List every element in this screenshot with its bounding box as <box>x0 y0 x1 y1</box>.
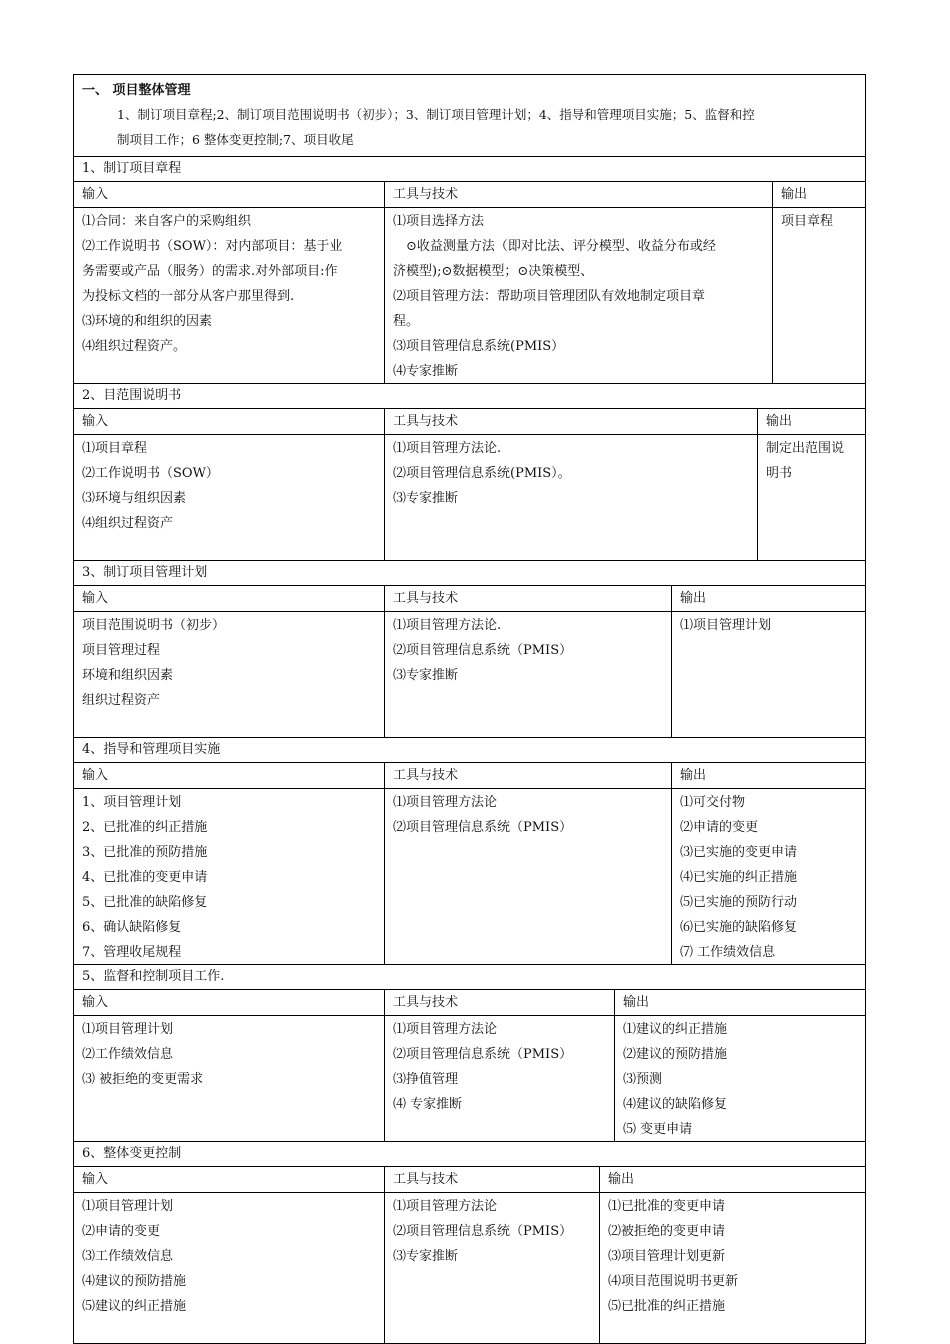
tools-cell <box>384 435 757 560</box>
table-body-row <box>74 1193 865 1343</box>
section-5 <box>74 965 865 1142</box>
list-item: 2、已批准的纠正措施 <box>82 820 208 835</box>
section-6 <box>74 1142 865 1343</box>
table-body-row <box>74 789 865 964</box>
output-header: 输出 <box>671 763 865 788</box>
list-item: ⑵申请的变更 <box>680 820 759 835</box>
section-title: 2、目范围说明书 <box>74 384 865 409</box>
section-title: 6、整体变更控制 <box>74 1142 865 1167</box>
outputs-cell <box>671 612 865 737</box>
tools-cell <box>384 1016 614 1141</box>
list-item: ⑹已实施的缺陷修复 <box>680 920 798 935</box>
summary-line: 1、制订项目章程;2、制订项目范围说明书（初步）；3、制订项目管理计划；4、指导和管理项目实施；5、监督和控 <box>117 107 755 122</box>
tools-header: 工具与技术 <box>384 1167 599 1192</box>
list-item: ⑵工作说明书（SOW）：对内部项目：基于业 <box>82 239 343 254</box>
list-item: ⑶专家推断 <box>393 1249 459 1264</box>
inputs-cell <box>74 208 384 383</box>
input-header: 输入 <box>82 1172 109 1187</box>
list-item: 为投标文档的一部分从客户那里得到. <box>82 289 295 304</box>
input-header: 输入 <box>82 591 109 606</box>
list-item: ⑵项目管理信息系统（PMIS） <box>393 1224 573 1239</box>
output-header: 输出 <box>614 990 865 1015</box>
input-header: 输入 <box>82 995 109 1010</box>
summary-line: 制项目工作；6 整体变更控制;7、项目收尾 <box>117 132 354 147</box>
list-item: 3、已批准的预防措施 <box>82 845 208 860</box>
list-item: ⑴项目管理方法论 <box>393 1022 498 1037</box>
list-item: ⑷组织过程资产 <box>82 516 174 531</box>
inputs-cell <box>74 435 384 560</box>
section-title: 1、制订项目章程 <box>74 157 865 182</box>
list-item: ⑸已实施的预防行动 <box>680 895 798 910</box>
list-item: ⑶环境的和组织的因素 <box>82 314 213 329</box>
list-item: ⑷ 专家推断 <box>393 1097 463 1112</box>
table-body-row <box>74 435 865 560</box>
list-item: ⑶工作绩效信息 <box>82 1249 174 1264</box>
intro-block <box>74 75 865 157</box>
tools-cell <box>384 208 772 383</box>
list-item: 济模型);⊙数据模型；⊙决策模型、 <box>393 264 594 279</box>
table-header-row <box>74 990 865 1016</box>
list-item: ⑴项目管理计划 <box>680 618 772 633</box>
tools-header: 工具与技术 <box>384 990 614 1015</box>
outputs-cell <box>599 1193 865 1343</box>
list-item: ⑶专家推断 <box>393 491 459 506</box>
tools-header: 工具与技术 <box>384 409 757 434</box>
table-header-row <box>74 586 865 612</box>
list-item: 7、管理收尾规程 <box>82 945 182 960</box>
list-item: 环境和组织因素 <box>82 668 174 683</box>
section-title: 4、指导和管理项目实施 <box>74 738 865 763</box>
inputs-cell <box>74 1016 384 1141</box>
list-item: ⑵项目管理方法：帮助项目管理团队有效地制定项目章 <box>393 289 706 304</box>
list-item: 5、已批准的缺陷修复 <box>82 895 208 910</box>
list-item: ⑵工作绩效信息 <box>82 1047 174 1062</box>
list-item: 项目章程 <box>781 214 834 229</box>
input-header: 输入 <box>82 187 109 202</box>
list-item: ⑴建议的纠正措施 <box>623 1022 728 1037</box>
list-item: ⑵被拒绝的变更申请 <box>608 1224 726 1239</box>
list-item: ⑶环境与组织因素 <box>82 491 187 506</box>
list-item: ⑷项目范围说明书更新 <box>608 1274 739 1289</box>
table-header-row <box>74 763 865 789</box>
list-item: 1、项目管理计划 <box>82 795 182 810</box>
list-item: ⑵项目管理信息系统（PMIS） <box>393 643 573 658</box>
output-header: 输出 <box>757 409 865 434</box>
outputs-cell <box>757 435 865 560</box>
list-item: ⑴已批准的变更申请 <box>608 1199 726 1214</box>
tools-header: 工具与技术 <box>384 182 772 207</box>
section-3 <box>74 561 865 738</box>
list-item: ⊙收益测量方法（即对比法、评分模型、收益分布或经 <box>393 239 716 254</box>
list-item: ⑵申请的变更 <box>82 1224 161 1239</box>
section-title: 5、监督和控制项目工作. <box>74 965 865 990</box>
list-item: ⑴合同：来自客户的采购组织 <box>82 214 252 229</box>
section-4 <box>74 738 865 965</box>
list-item: ⑸建议的纠正措施 <box>82 1299 187 1314</box>
outputs-cell <box>671 789 865 964</box>
list-item: ⑴项目章程 <box>82 441 148 456</box>
list-item: ⑷建议的缺陷修复 <box>623 1097 728 1112</box>
outputs-cell <box>772 208 865 383</box>
list-item: ⑵工作说明书（SOW） <box>82 466 219 481</box>
list-item: ⑴项目管理方法论. <box>393 441 502 456</box>
list-item: ⑵项目管理信息系统(PMIS）。 <box>393 466 571 481</box>
list-item: ⑶ 被拒绝的变更需求 <box>82 1072 204 1087</box>
process-document <box>73 74 866 1344</box>
list-item: ⑸已批准的纠正措施 <box>608 1299 726 1314</box>
list-item: ⑷专家推断 <box>393 364 459 379</box>
table-header-row <box>74 1167 865 1193</box>
inputs-cell <box>74 1193 384 1343</box>
input-header: 输入 <box>82 414 109 429</box>
list-item: 项目范围说明书（初步） <box>82 618 226 633</box>
table-header-row <box>74 409 865 435</box>
list-item: ⑷建议的预防措施 <box>82 1274 187 1289</box>
list-item: 务需要或产品（服务）的需求.对外部项目:作 <box>82 264 338 279</box>
output-header: 输出 <box>671 586 865 611</box>
process-sections <box>74 157 865 1343</box>
tools-cell <box>384 789 671 964</box>
list-item: 组织过程资产 <box>82 693 161 708</box>
tools-cell <box>384 612 671 737</box>
list-item: ⑴项目管理计划 <box>82 1199 174 1214</box>
table-body-row <box>74 1016 865 1141</box>
tools-header: 工具与技术 <box>384 586 671 611</box>
document-title: 一、 项目整体管理 <box>82 83 191 98</box>
list-item: ⑴可交付物 <box>680 795 746 810</box>
list-item: 项目管理过程 <box>82 643 161 658</box>
list-item: ⑸ 变更申请 <box>623 1122 693 1137</box>
list-item: ⑶项目管理计划更新 <box>608 1249 726 1264</box>
list-item: ⑶已实施的变更申请 <box>680 845 798 860</box>
output-header: 输出 <box>772 182 865 207</box>
inputs-cell <box>74 789 384 964</box>
input-header: 输入 <box>82 768 109 783</box>
list-item: ⑶专家推断 <box>393 668 459 683</box>
list-item: ⑺ 工作绩效信息 <box>680 945 776 960</box>
list-item: ⑶项目管理信息系统(PMIS） <box>393 339 565 354</box>
tools-cell <box>384 1193 599 1343</box>
list-item: ⑷已实施的纠正措施 <box>680 870 798 885</box>
list-item: 4、已批准的变更申请 <box>82 870 208 885</box>
process-summary <box>82 102 857 152</box>
section-title: 3、制订项目管理计划 <box>74 561 865 586</box>
list-item: ⑴项目选择方法 <box>393 214 485 229</box>
table-body-row <box>74 612 865 737</box>
list-item: 6、确认缺陷修复 <box>82 920 182 935</box>
list-item: ⑵项目管理信息系统（PMIS） <box>393 820 573 835</box>
outputs-cell <box>614 1016 865 1141</box>
list-item: ⑵项目管理信息系统（PMIS） <box>393 1047 573 1062</box>
list-item: ⑴项目管理计划 <box>82 1022 174 1037</box>
section-1 <box>74 157 865 384</box>
section-2 <box>74 384 865 561</box>
list-item: ⑶预测 <box>623 1072 663 1087</box>
output-header: 输出 <box>599 1167 865 1192</box>
list-item: 程。 <box>393 314 420 329</box>
table-body-row <box>74 208 865 383</box>
tools-header: 工具与技术 <box>384 763 671 788</box>
table-header-row <box>74 182 865 208</box>
list-item: 制定出范围说 <box>766 441 845 456</box>
list-item: ⑶挣值管理 <box>393 1072 459 1087</box>
list-item: ⑴项目管理方法论. <box>393 618 502 633</box>
list-item: ⑵建议的预防措施 <box>623 1047 728 1062</box>
list-item: ⑷组织过程资产。 <box>82 339 187 354</box>
list-item: ⑴项目管理方法论 <box>393 795 498 810</box>
list-item: 明书 <box>766 466 793 481</box>
list-item: ⑴项目管理方法论 <box>393 1199 498 1214</box>
inputs-cell <box>74 612 384 737</box>
